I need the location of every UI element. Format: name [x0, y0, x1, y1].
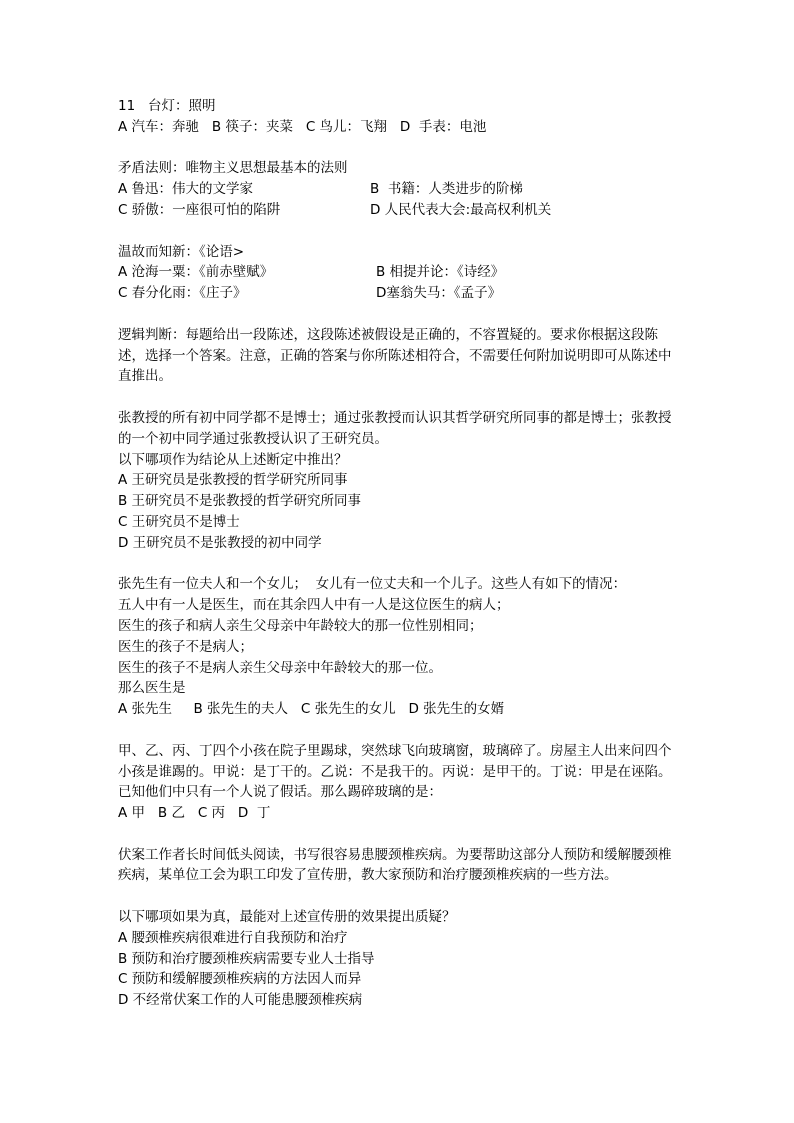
option-d: D 不经常伏案工作的人可能患腰颈椎疾病 — [118, 992, 363, 1009]
classic-options-row-1 — [118, 262, 678, 283]
cervical-paragraph: 伏案工作者长时间低头阅读，书写很容易患腰颈椎疾病。为要帮助这部分人预防和缓解腰颈椎疾病，某单位工会为职工印发了宣传册，教大家预防和治疗腰颈椎疾病的一些方法。 — [118, 846, 672, 884]
logic-intro: 逻辑判断：每题给出一段陈述，这段陈述被假设是正确的，不容置疑的。要求你根据这段陈述，选择一个答案。注意，正确的答案与你所陈述相符合，不需要任何附加说明即可从陈述中直推出。 — [118, 326, 672, 385]
professor-question: 以下哪项作为结论从上述断定中推出？ — [118, 451, 348, 468]
professor-paragraph: 张教授的所有初中同学都不是博士；通过张教授而认识其哲学研究所同事的都是博士；张教授的一个初中同学通过张教授认识了王研究员。 — [118, 409, 672, 447]
doctor-line-2: 五人中有一人是医生，而在其余四人中有一人是这位医生的病人； — [118, 597, 510, 614]
q11-stem: 11 台灯：照明 — [118, 98, 216, 114]
doctor-line-1: 张先生有一位夫人和一个女儿； 女儿有一位丈夫和一个儿子。这些人有如下的情况： — [118, 576, 627, 593]
option-d: D塞翁失马：《孟子》 — [376, 285, 502, 302]
doctor-options: A 张先生 B 张先生的夫人 C 张先生的女儿 D 张先生的女婿 — [118, 701, 505, 718]
option-b: B 王研究员不是张教授的哲学研究所同事 — [118, 493, 362, 510]
doctor-line-4: 医生的孩子不是病人； — [118, 638, 253, 655]
option-b: B 预防和治疗腰颈椎疾病需要专业人士指导 — [118, 950, 375, 967]
doctor-line-3: 医生的孩子和病人亲生父母亲中年龄较大的那一位性别相同； — [118, 617, 483, 634]
option-d: D 人民代表大会:最高权利机关 — [370, 201, 552, 218]
contradiction-stem: 矛盾法则：唯物主义思想最基本的法则 — [118, 160, 348, 177]
document-page — [118, 96, 678, 1011]
classic-stem: 温故而知新：《论语> — [118, 243, 245, 260]
option-b: B 书籍：人类进步的阶梯 — [370, 181, 523, 198]
doctor-question: 那么医生是 — [118, 680, 186, 697]
option-c: C 春分化雨：《庄子》 — [118, 285, 247, 302]
option-c: C 预防和缓解腰颈椎疾病的方法因人而异 — [118, 971, 362, 988]
option-c: C 骄傲：一座很可怕的陷阱 — [118, 201, 281, 218]
doctor-line-5: 医生的孩子不是病人亲生父母亲中年龄较大的那一位。 — [118, 659, 442, 676]
ball-options: A 甲 B 乙 C 丙 D 丁 — [118, 805, 271, 822]
ball-paragraph: 甲、乙、丙、丁四个小孩在院子里踢球，突然球飞向玻璃窗，玻璃碎了。房屋主人出来问四个小孩是谁踢的。甲说：是丁干的。乙说：不是我干的。丙说：是甲干的。丁说：甲是在诬陷。已知他们中只有一个人说了假话。那么踢碎玻璃的是： — [118, 742, 672, 801]
option-d: D 王研究员不是张教授的初中同学 — [118, 534, 322, 551]
q11-options: A 汽车：奔驰 B 筷子：夹菜 C 鸟儿：飞翔 D 手表：电池 — [118, 118, 487, 135]
option-a: A 鲁迅：伟大的文学家 — [118, 181, 254, 198]
classic-options-row-2 — [118, 283, 678, 304]
contradiction-options-row-1 — [118, 179, 678, 200]
option-b: B 相提并论：《诗经》 — [376, 264, 505, 281]
option-c: C 王研究员不是博士 — [118, 513, 240, 530]
option-a: A 腰颈椎疾病很难进行自我预防和治疗 — [118, 929, 348, 946]
cervical-question: 以下哪项如果为真，最能对上述宣传册的效果提出质疑？ — [118, 909, 456, 926]
option-a: A 王研究员是张教授的哲学研究所同事 — [118, 472, 348, 489]
option-a: A 沧海一粟：《前赤壁赋》 — [118, 264, 274, 281]
contradiction-options-row-2 — [118, 200, 678, 221]
